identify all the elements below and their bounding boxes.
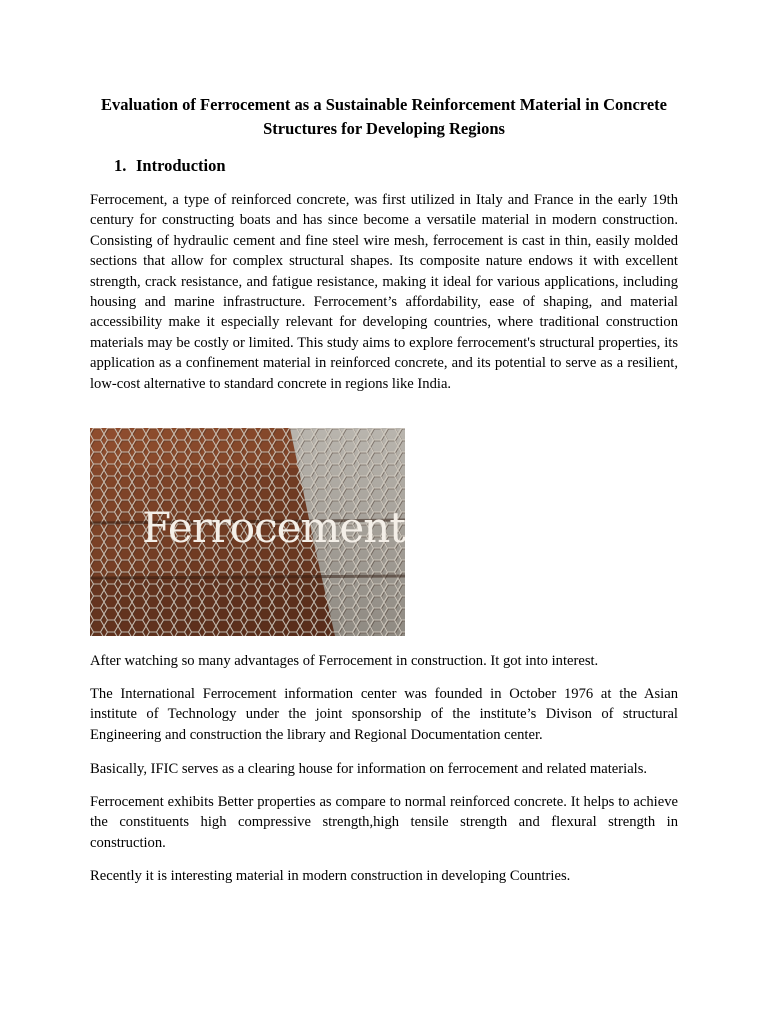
document-title: Evaluation of Ferrocement as a Sustainable Reinforcement Material in Concrete Structures for Developing Regions [101,95,667,138]
figure-overlay-text: Ferrocement [142,503,405,552]
section-heading [114,154,226,178]
ferrocement-photo [90,428,405,636]
body-paragraph: Basically, IFIC serves as a clearing house for information on ferrocement and related materials. [90,761,648,777]
body-paragraph: Recently it is interesting material in modern construction in developing Countries. [90,868,571,884]
section-label: Introduction [136,156,226,175]
body-paragraph: The International Ferrocement information center was founded in October 1976 at the Asian institute of Technology under the joint sponsorship of the institute’s Divison of structural Engineering and construction the library and Regional Documentation center. [90,686,678,743]
body-paragraph: Ferrocement exhibits Better properties as compare to normal reinforced concrete. It helps to achieve the constituents high compressive strength,high tensile strength and flexural strength in construction. [90,794,678,851]
ferrocement-image [90,428,405,636]
body-paragraph: After watching so many advantages of Ferrocement in construction. It got into interest. [90,653,599,669]
section-number: 1. [114,156,127,175]
intro-paragraph: Ferrocement, a type of reinforced concrete, was first utilized in Italy and France in the early 19th century for constructing boats and has since become a versatile material in modern construction. Consisting of hydraulic cement and fine steel wire mesh, ferrocement is cast in thin, easily molded sections that allow for complex structural shapes. Its composite nature endows it with excellent strength, crack resistance, and fatigue resistance, making it ideal for various applications, including housing and marine infrastructure. Ferrocement’s affordability, ease of shaping, and material accessibility make it especially relevant for developing countries, where traditional construction materials may be costly or limited. This study aims to explore ferrocement's structural properties, its application as a confinement material in reinforced concrete, and its potential to serve as a resilient, low-cost alternative to standard concrete in regions like India. [90,192,678,392]
